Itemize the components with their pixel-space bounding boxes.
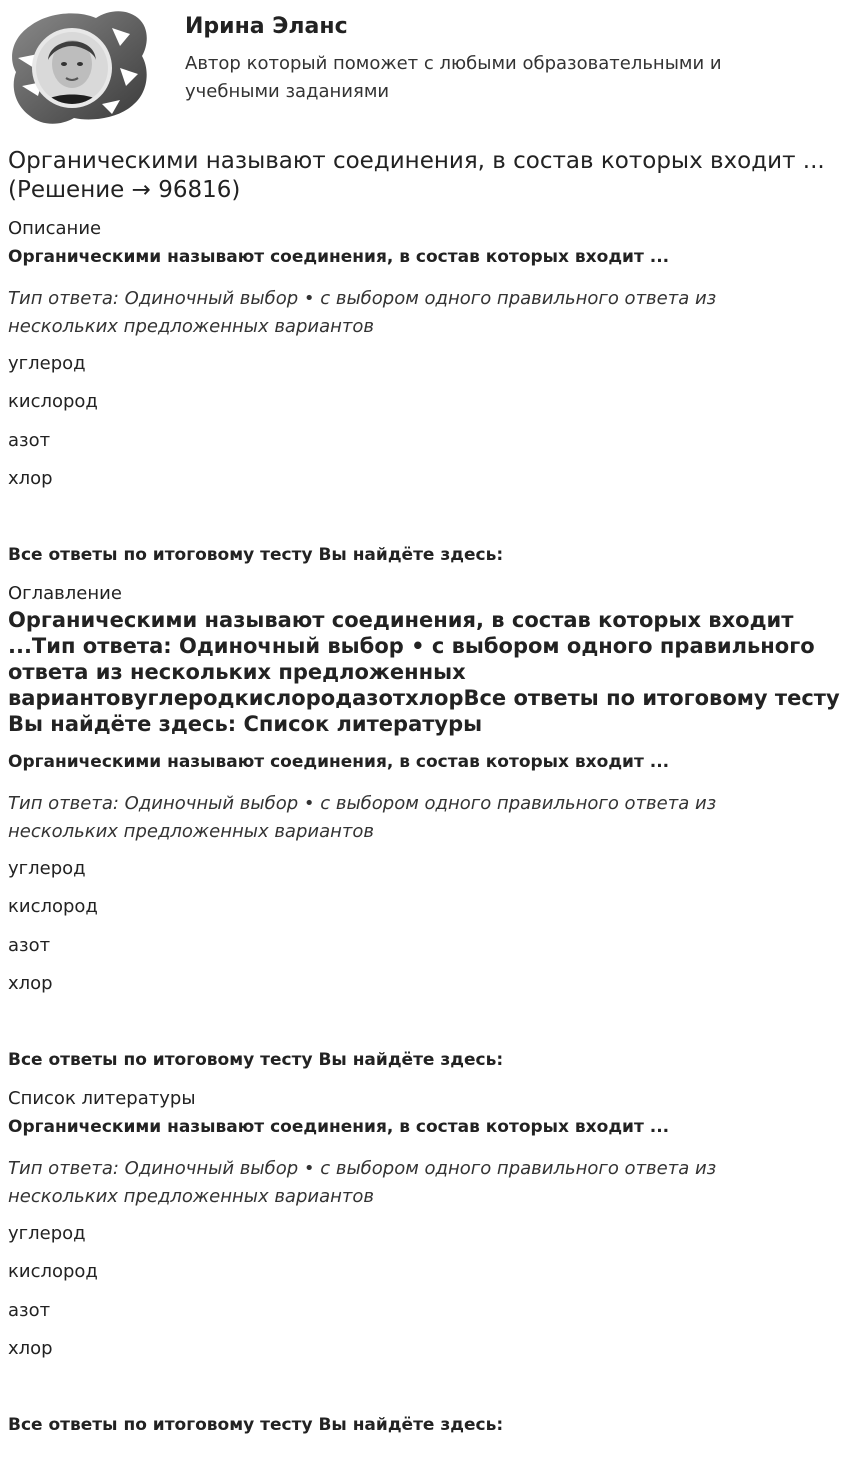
- author-card: [8, 8, 839, 126]
- literature-label: Список литературы: [8, 1088, 196, 1109]
- option-item: кислород: [8, 391, 98, 412]
- literature-section: [8, 1088, 839, 1438]
- option-item: азот: [8, 430, 51, 451]
- question-text: Органическими называют соединения, в состав которых входит ...: [8, 752, 670, 772]
- question-text: Органическими называют соединения, в состав которых входит ...: [8, 247, 670, 267]
- description-label: Описание: [8, 218, 102, 239]
- author-name[interactable]: Ирина Эланс: [185, 14, 348, 39]
- answers-link[interactable]: Все ответы по итоговому тесту Вы найдёте здесь:: [8, 1050, 504, 1070]
- description-section: [8, 218, 839, 565]
- option-item: хлор: [8, 1338, 53, 1359]
- option-item: хлор: [8, 973, 53, 994]
- option-item: углерод: [8, 858, 86, 879]
- option-item: кислород: [8, 1261, 98, 1282]
- answer-type: Тип ответа: Одиночный выбор • с выбором одного правильного ответа из нескольких предложенных вариантов: [8, 1158, 717, 1207]
- option-item: углерод: [8, 353, 86, 374]
- option-item: кислород: [8, 896, 98, 917]
- option-item: хлор: [8, 468, 53, 489]
- option-item: углерод: [8, 1223, 86, 1244]
- question-text: Органическими называют соединения, в состав которых входит ...: [8, 1117, 670, 1137]
- toc-heading: Органическими называют соединения, в состав которых входит ...Тип ответа: Одиночный выбор • с выбором одного правильного ответа из нескольких предложенных вариантовуглеродкислородазотхлорВсе ответы по итоговому тесту Вы найдёте здесь: Список литературы: [8, 608, 840, 736]
- answers-link[interactable]: Все ответы по итоговому тесту Вы найдёте здесь:: [8, 1415, 504, 1435]
- option-item: азот: [8, 1300, 51, 1321]
- toc-label: Оглавление: [8, 583, 122, 604]
- author-description: Автор который поможет с любыми образовательными и учебными заданиями: [185, 53, 722, 102]
- page-title: Органическими называют соединения, в состав которых входит ... (Решение → 96816): [8, 148, 825, 203]
- answer-type: Тип ответа: Одиночный выбор • с выбором одного правильного ответа из нескольких предложенных вариантов: [8, 793, 717, 842]
- answers-link[interactable]: Все ответы по итоговому тесту Вы найдёте здесь:: [8, 545, 504, 565]
- toc-section: [8, 723, 839, 1070]
- answer-type: Тип ответа: Одиночный выбор • с выбором одного правильного ответа из нескольких предложенных вариантов: [8, 288, 717, 337]
- author-avatar: [8, 8, 150, 126]
- option-item: азот: [8, 935, 51, 956]
